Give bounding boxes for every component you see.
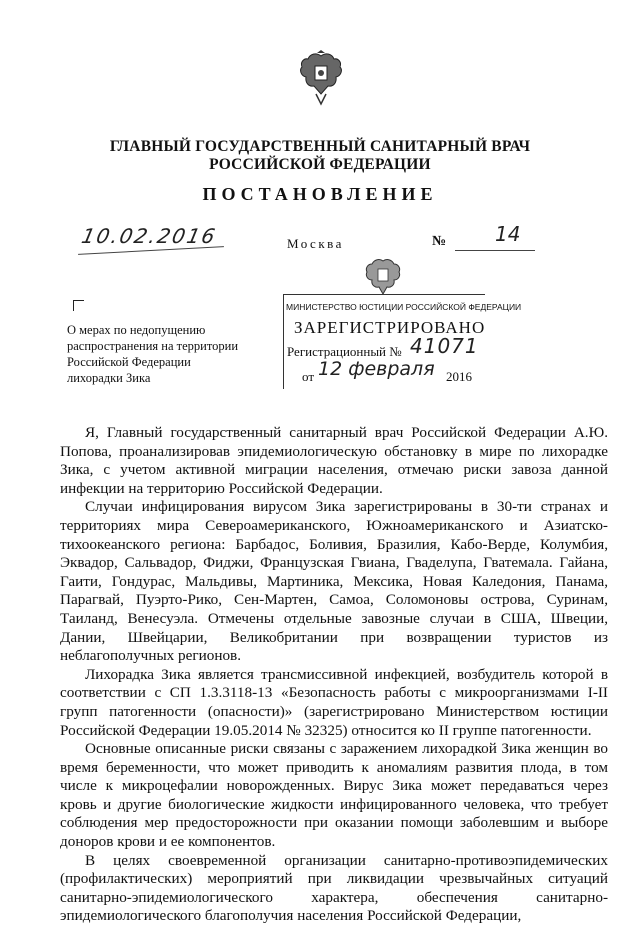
handwritten-number: 14: [495, 222, 521, 246]
stamp-reg-number-label: Регистрационный №: [287, 344, 402, 359]
stamp-year: 2016: [446, 369, 472, 384]
stamp-handwritten-date: 12 февраля: [318, 358, 435, 380]
issuer-title-line2: РОССИЙСКОЙ ФЕДЕРАЦИИ: [209, 156, 431, 173]
subject-block: О мерах по недопущению распространения на территории Российской Федерации лихорадки Зика: [67, 323, 239, 385]
stamp-date-prefix: от: [302, 369, 315, 384]
document-body: [60, 424, 608, 926]
body-paragraph: Основные описанные риски связаны с заражением лихорадкой Зика женщин во время беременности, что может приводить к аномалиям развития плода, в том числе к микроцефалии новорожденных. Вирус Зика может передаваться через кровь и другие биологические жидкости инфицированного человека, что требует соблюдения мер предосторожности при оказании помощи заболевшим и выборе доноров крови и ее компонентов.: [60, 740, 608, 851]
number-underline: [455, 250, 535, 251]
subject-corner-mark: [73, 300, 84, 311]
stamp-reg-number: 41071: [410, 334, 479, 358]
stamp-ministry-name: МИНИСТЕРСТВО ЮСТИЦИИ РОССИЙСКОЙ ФЕДЕРАЦИИ: [286, 302, 522, 312]
handwritten-date: 10.02.2016: [79, 224, 220, 248]
issuer-title-line1: ГЛАВНЫЙ ГОСУДАРСТВЕННЫЙ САНИТАРНЫЙ ВРАЧ: [109, 138, 531, 155]
document-type-title: ПОСТАНОВЛЕНИЕ: [202, 184, 438, 204]
body-paragraph: Лихорадка Зика является трансмиссивной инфекцией, возбудитель которой в соответствии с СП 1.3.3118-13 «Безопасность работы с микроорганизмами I-II групп патогенности (опасности)» (зарегистрировано Министерством юстиции Российской Федерации 19.05.2014 № 32325) относится ко II группе патогенности.: [60, 665, 608, 739]
coat-of-arms-icon: [296, 50, 346, 106]
stamp-registered-label: ЗАРЕГИСТРИРОВАНО: [294, 318, 486, 337]
body-paragraph: В целях своевременной организации санитарно-противоэпидемических (профилактических) мероприятий при ликвидации чрезвычайных ситуаций санитарно-эпидемиологического характера, обеспечения санитарно-эпидемиологического благополучия населения Российской Федерации,: [60, 851, 608, 925]
city-label: Москва: [287, 236, 344, 251]
number-label: №: [432, 234, 447, 249]
body-paragraph: Я, Главный государственный санитарный врач Российской Федерации А.Ю. Попова, проанализировав эпидемиологическую обстановку в мире по лихорадке Зика, с учетом активной миграции населения, отмечаю риски завоза данной инфекции на территорию Российской Федерации.: [60, 424, 608, 497]
body-paragraph: Случаи инфицирования вирусом Зика зарегистрированы в 30-ти странах и территориях мира Североамериканского, Южноамериканского и Азиатско-тихоокеанского региона: Барбадос, Боливия, Бразилия, Кабо-Верде, Колумбия, Эквадор, Сальвадор, Фиджи, Французская Гвиана, Гваделупа, Гватемала. Гайана, Гаити, Гондурас, Мальдивы, Мартиника, Мексика, Новая Каледония, Панама, Парагвай, Пуэрто-Рико, Сен-Мартен, Самоа, Соломоновы острова, Суринам, Таиланд, Венесуэла. Отмечены отдельные завозные случаи в США, Швеции, Дании, Швейцарии, Великобритании при возвращении туристов из неблагополучных регионов.: [60, 498, 608, 665]
